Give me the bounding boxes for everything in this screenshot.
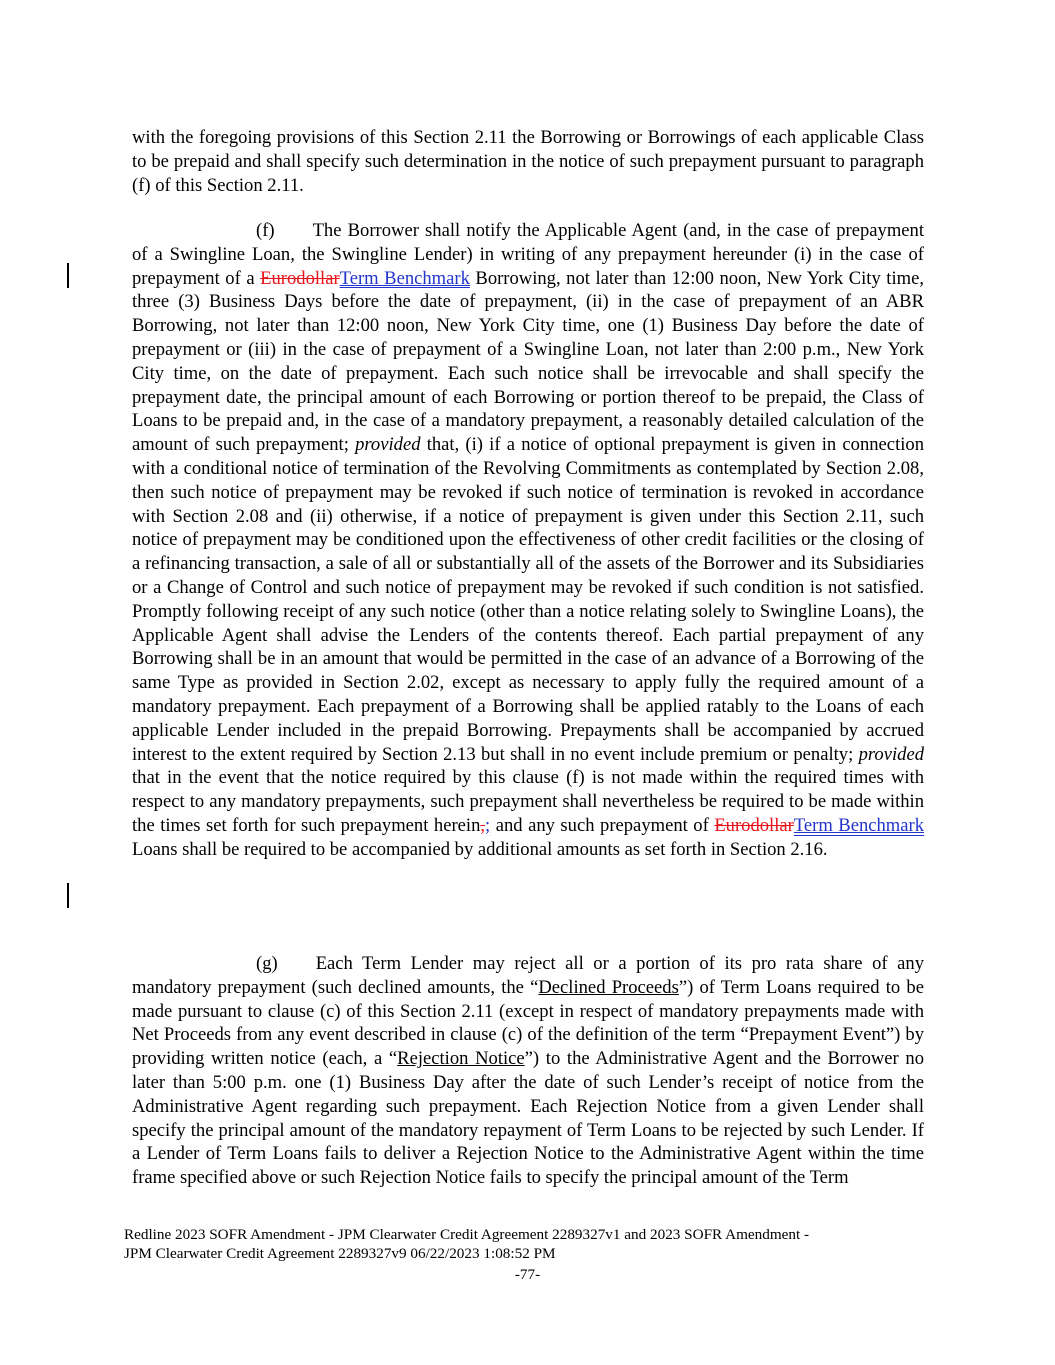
inserted-text: Term Benchmark bbox=[793, 814, 925, 836]
paragraph-label: (f) bbox=[256, 220, 275, 241]
footer-line: Redline 2023 SOFR Amendment - JPM Clearwater Credit Agreement 2289327v1 and 2023 SOFR Amendment - bbox=[124, 1226, 810, 1243]
paragraph-text: Each Term Lender may reject all or a portion of its pro rata share of any mandatory prepayment (such declined amounts, the “ bbox=[132, 953, 924, 998]
paragraph-text: ”) to the Administrative Agent and the Borrower no later than 5:00 p.m. one (1) Business Day after the date of such Lender’s receipt of notice from the Administrative Agent regarding such prepayment. Each Rejection Notice from a given Lender shall specify the principal amount of the mandatory repayment of Term Loans to be rejected by such Lender. If a Lender of Term Loans fails to deliver a Rejection Notice to the Administrative Agent within the time frame specified above or such Rejection Notice fails to specify the principal amount of the Term bbox=[132, 1048, 925, 1189]
revision-change-bar bbox=[67, 263, 69, 288]
paragraph-label: (g) bbox=[256, 953, 278, 974]
paragraph-e-continuation bbox=[132, 126, 924, 197]
paragraph-text: and any such prepayment of bbox=[490, 814, 715, 836]
paragraph-text: that, (i) if a notice of optional prepayment is given in connection with a conditional notice of termination of the Revolving Commitments as contemplated by Section 2.08, then such notice of prepayment may be revoked if such notice of termination is revoked in accordance with Section 2.08 and (ii) otherwise, if a notice of prepayment is given under this Section 2.11, such notice of prepayment may be conditioned upon the effectiveness of other credit facilities or the closing of a refinancing transaction, a sale of all or substantially all of the assets of the Borrower and its Subsidiaries or a Change of Control and such notice of prepayment may be revoked if such condition is not satisfied. Promptly following receipt of any such notice (other than a notice relating solely to Swingline Loans), the Applicable Agent shall advise the Lenders of the contents thereof. Each partial prepayment of any Borrowing shall be in an amount that would be permitted in the case of an advance of a Borrowing of the same Type as provided in Section 2.02, except as necessary to apply fully the required amount of a mandatory prepayment. Each prepayment of a Borrowing shall be applied ratably to the Loans of each applicable Lender included in the prepaid Borrowing. Prepayments shall be accompanied by accrued interest to the extent required by Section 2.13 but shall in no event include premium or penalty; bbox=[132, 434, 924, 765]
paragraph-text: Borrowing, not later than 12:00 noon, New York City time, three (3) Business Days before the date of prepayment, (ii) in the case of prepayment of an ABR Borrowing, not later than 12:00 noon, New York City time, one (1) Business Day before the date of prepayment or (iii) in the case of prepayment of a Swingline Loan, not later than 2:00 p.m., New York City time, on the date of prepayment. Each such notice shall be irrevocable and shall specify the prepayment date, the principal amount of each Borrowing or portion thereof to be prepaid, the Class of Loans to be prepaid and, in the case of a mandatory prepayment, a reasonably detailed calculation of the amount of such prepayment; bbox=[132, 267, 924, 456]
paragraph-text: The Borrower shall notify the Applicable Agent (and, in the case of prepayment of a Swingline Loan, the Swingline Lender) in writing of any prepayment hereunder (i) in the case of prepayment of a bbox=[132, 220, 924, 289]
inserted-text: ; bbox=[485, 814, 491, 836]
deleted-text: , bbox=[480, 814, 486, 836]
paragraph-text: ”) of Term Loans required to be made pursuant to clause (c) of this Section 2.11 (except in respect of mandatory prepayments made with Net Proceeds from any event described in clause (c) of the definition of the term “Prepayment Event”) by providing written notice (each, a “ bbox=[132, 976, 924, 1070]
italic-text: provided bbox=[355, 434, 421, 456]
deleted-text: Eurodollar bbox=[260, 267, 340, 289]
footer-line: JPM Clearwater Credit Agreement 2289327v9 06/22/2023 1:08:52 PM bbox=[124, 1245, 556, 1262]
inserted-text: Term Benchmark bbox=[339, 267, 470, 289]
paragraph-text: Loans shall be required to be accompanied by additional amounts as set forth in Section 2.16. bbox=[132, 838, 828, 860]
defined-term: Declined Proceeds bbox=[538, 976, 679, 998]
paragraph-f bbox=[132, 219, 924, 862]
defined-term: Rejection Notice bbox=[397, 1048, 525, 1070]
italic-text: provided bbox=[858, 743, 924, 765]
page-number: -77- bbox=[514, 1266, 541, 1283]
paragraph-text: with the foregoing provisions of this Section 2.11 the Borrowing or Borrowings of each applicable Class to be prepaid and shall specify such determination in the notice of such prepayment pursuant to paragraph (f) of this Section 2.11. bbox=[132, 127, 924, 196]
revision-change-bar bbox=[67, 883, 69, 908]
redline-footer bbox=[124, 1225, 924, 1263]
paragraph-text: that in the event that the notice required by this clause (f) is not made within the required times with respect to any mandatory prepayments, such prepayment shall nevertheless be required to be made within the times set forth for such prepayment herein bbox=[132, 767, 924, 836]
deleted-text: Eurodollar bbox=[714, 814, 794, 836]
paragraph-g bbox=[132, 952, 924, 1190]
